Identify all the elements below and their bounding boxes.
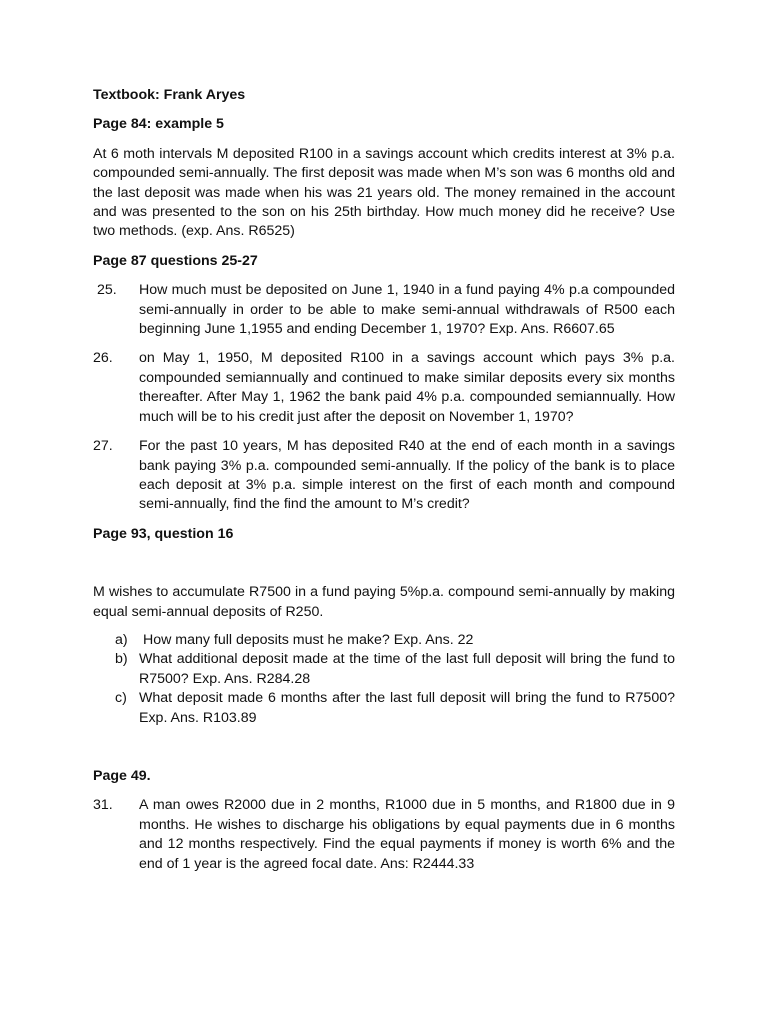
part-text: What additional deposit made at the time of the last full deposit will bring the fund to R7500? Exp. Ans. R284.28	[139, 651, 675, 687]
question-16-part-b	[93, 650, 675, 689]
question-16-text: M wishes to accumulate R7500 in a fund paying 5%p.a. compound semi-annually by making equal semi-annual deposits of R250.	[93, 584, 675, 620]
part-text: What deposit made 6 months after the last full deposit will bring the fund to R7500? Exp. Ans. R103.89	[139, 690, 675, 726]
question-text: A man owes R2000 due in 2 months, R1000 due in 5 months, and R1800 due in 9 months. He wishes to discharge his obligations by equal payments due in 6 months and 12 months respectively. Find the equal payments if money is worth 6% and the end of 1 year is the agreed focal date. Ans: R2444.33	[139, 797, 675, 872]
section-heading-page-84: Page 84: example 5	[93, 116, 224, 133]
question-27	[93, 437, 675, 515]
section-heading-page-87: Page 87 questions 25-27	[93, 252, 258, 269]
question-number: 25.	[93, 282, 117, 299]
section-heading-page-93: Page 93, question 16	[93, 525, 234, 542]
question-number: 27.	[93, 438, 113, 455]
question-text: on May 1, 1950, M deposited R100 in a savings account which pays 3% p.a. compounded semiannually and continued to make similar deposits every six months thereafter. After May 1, 1962 the bank paid 4% p.a. compounded semiannually. How much will be to his credit just after the deposit on November 1, 1970?	[139, 350, 675, 425]
question-16-part-a	[93, 631, 675, 650]
document-title: Textbook: Frank Aryes	[93, 87, 246, 103]
question-number: 26.	[93, 350, 113, 367]
question-number: 31.	[93, 797, 113, 814]
section-heading-page-49: Page 49.	[93, 767, 151, 784]
question-25	[93, 281, 675, 339]
document-page	[93, 86, 675, 874]
question-16-part-c	[93, 689, 675, 728]
question-31	[93, 796, 675, 874]
part-text: How many full deposits must he make? Exp. Ans. 22	[139, 631, 474, 648]
question-text: How much must be deposited on June 1, 1940 in a fund paying 4% p.a compounded semi-annually in order to be able to make semi-annual withdrawals of R500 each beginning June 1,1955 and ending December 1, 1970? Exp. Ans. R6607.65	[139, 282, 675, 338]
question-26	[93, 349, 675, 427]
part-letter: a)	[115, 631, 128, 648]
example-5-text: At 6 moth intervals M deposited R100 in a savings account which credits interest at 3% p.a. compounded semi-annually. The first deposit was made when M’s son was 6 months old and the last deposit was made when his was 21 years old. The money remained in the account and was presented to the son on his 25th birthday. How much money did he receive? Use two methods. (exp. Ans. R6525)	[93, 145, 675, 240]
question-text: For the past 10 years, M has deposited R40 at the end of each month in a savings bank paying 3% p.a. compounded semi-annually. If the policy of the bank is to place each deposit at 3% p.a. simple interest on the first of each month and compound semi-annually, find the find the amount to M’s credit?	[139, 438, 675, 513]
part-letter: c)	[115, 690, 127, 707]
part-letter: b)	[115, 651, 128, 668]
